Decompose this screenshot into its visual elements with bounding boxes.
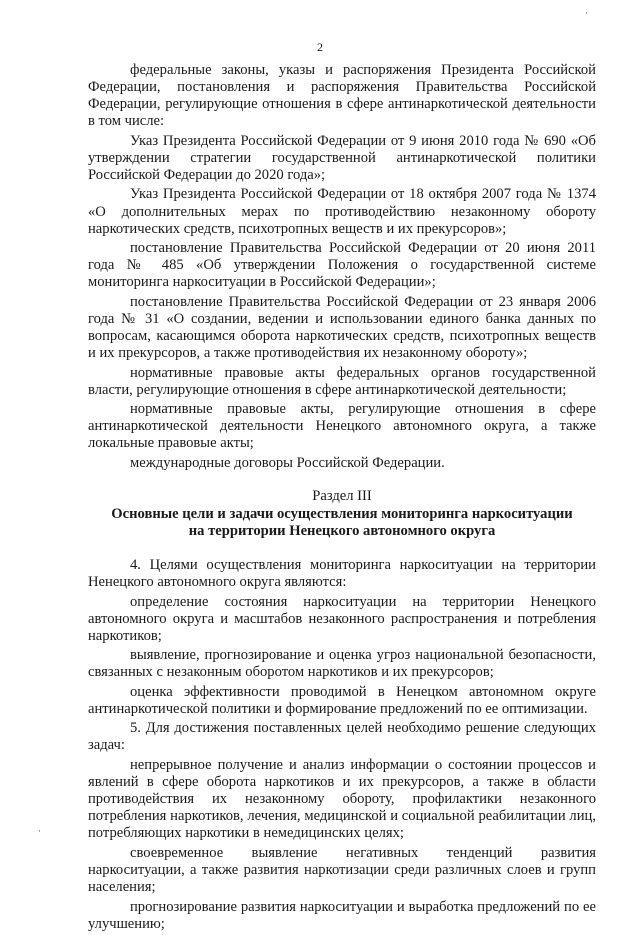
paragraph-resolution-31: постановление Правительства Российской Федерации от 23 января 2006 года № 31 «О создании, ведении и использовании единого банка данных по вопросам, касающимся оборота наркотических средств, психотропных веществ и их прекурсоров, а также противодействия их незаконному обороту»; (88, 293, 596, 362)
paragraph-federal-acts: нормативные правовые акты федеральных органов государственной власти, регулирующие отношения в сфере антинаркотической деятельности; (88, 364, 596, 398)
scan-mark: · (38, 826, 41, 836)
paragraph-legal-bases: федеральные законы, указы и распоряжения Президента Российской Федерации, постановления и распоряжения Правительства Российской Федерации, регулирующие отношения в сфере антинаркотической деятельности в том числе: (88, 62, 596, 130)
paragraph-decree-690: Указ Президента Российской Федерации от 9 июня 2010 года № 690 «Об утверждении стратегии государственной антинаркотической политики Российской Федерации до 2020 года»; (88, 132, 596, 183)
paragraph-task-analysis: непрерывное получение и анализ информации о состоянии процессов и явлений в сфере оборота наркотиков и их прекурсоров, а также в области противодействия их незаконному обороту, профилактики незаконного потребления наркотиков, лечения, медицинской и социальной реабилитации лиц, потребляющих наркотики в немедицинских целях; (88, 756, 596, 842)
scan-mark: · (585, 8, 588, 18)
document-body (88, 62, 596, 935)
paragraph-task-trends: своевременное выявление негативных тенденций развития наркоситуации, а также развития наркотизации среди различных слоев и групп населения; (88, 844, 596, 896)
paragraph-goals-intro: 4. Целями осуществления мониторинга наркоситуации на территории Ненецкого автономного округа являются: (88, 556, 596, 591)
paragraph-goal-state: определение состояния наркоситуации на территории Ненецкого автономного округа и масштабов незаконного распространения и потребления наркотиков; (88, 593, 596, 644)
section-title (88, 506, 596, 540)
section-number: Раздел III (312, 487, 372, 504)
paragraph-regional-acts: нормативные правовые акты, регулирующие отношения в сфере антинаркотической деятельности Ненецкого автономного округа, а также локальные правовые акты; (88, 401, 596, 452)
paragraph-goal-threats: выявление, прогнозирование и оценка угроз национальной безопасности, связанных с незаконным оборотом наркотиков и их прекурсоров; (88, 647, 596, 681)
paragraph-task-forecast: прогнозирование развития наркоситуации и выработка предложений по ее улучшению; (88, 898, 596, 932)
section-title-line1: Основные цели и задачи осуществления мониторинга наркоситуации (111, 505, 573, 522)
section-title-line2: на территории Ненецкого автономного округа (188, 522, 496, 539)
paragraph-international-treaties: международные договоры Российской Федерации. (130, 454, 445, 471)
page-number: 2 (317, 40, 323, 54)
paragraph-tasks-intro: 5. Для достижения поставленных целей необходимо решение следующих задач: (88, 720, 596, 754)
paragraph-resolution-485: постановление Правительства Российской Федерации от 20 июня 2011 года № 485 «Об утверждении Положения о государственной системе мониторинга наркоситуации в Российской Федерации»; (88, 240, 596, 291)
paragraph-decree-1374: Указ Президента Российской Федерации от 18 октября 2007 года № 1374 «О дополнительных мерах по противодействию незаконному обороту наркотических средств, психотропных веществ и их прекурсоров»; (88, 186, 596, 237)
paragraph-goal-efficiency: оценка эффективности проводимой в Ненецком автономном округе антинаркотической политики и формирование предложений по ее оптимизации. (88, 683, 596, 717)
